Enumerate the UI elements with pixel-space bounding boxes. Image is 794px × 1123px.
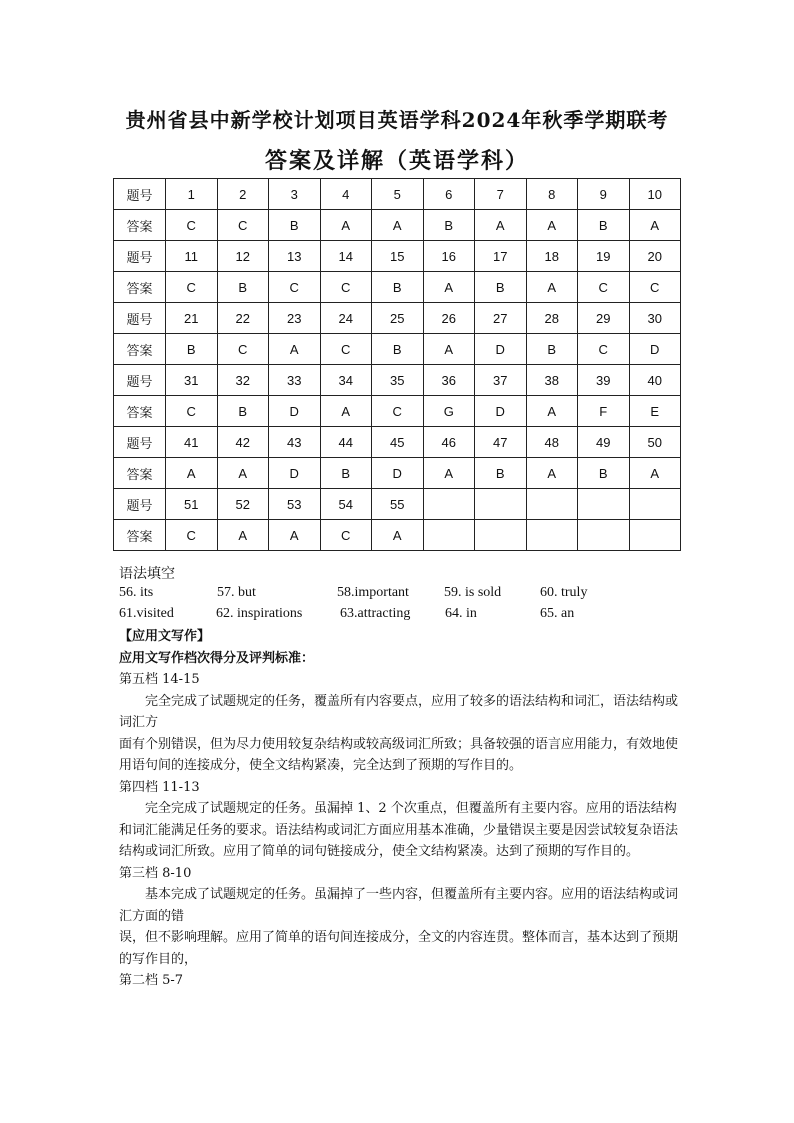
- answer-cell: [423, 520, 475, 551]
- question-number-cell: 41: [166, 427, 218, 458]
- answer-cell: [475, 520, 527, 551]
- row-header-cell: 题号: [114, 179, 166, 210]
- question-number-cell: 47: [475, 427, 527, 458]
- level-3-text-cont: 误，但不影响理解。应用了简单的语句间连接成分，全文的内容连贯。整体而言，基本达到了预期的写作目的，: [119, 930, 679, 967]
- question-number-cell: 53: [269, 489, 321, 520]
- question-number-cell: 33: [269, 365, 321, 396]
- question-number-cell: [475, 489, 527, 520]
- grammar-answer: 59. is sold: [444, 585, 502, 600]
- answer-cell: C: [320, 272, 372, 303]
- question-number-cell: 26: [423, 303, 475, 334]
- answer-cell: C: [578, 272, 630, 303]
- answer-cell: C: [320, 520, 372, 551]
- answer-cell: A: [526, 396, 578, 427]
- question-number-cell: 4: [320, 179, 372, 210]
- row-header-cell: 答案: [114, 272, 166, 303]
- answer-cell: B: [578, 210, 630, 241]
- question-number-cell: 55: [372, 489, 424, 520]
- answer-cell: [629, 520, 681, 551]
- answer-cell: B: [217, 396, 269, 427]
- criteria-title: 应用文写作档次得分及评判标准：: [119, 650, 315, 666]
- question-number-cell: 49: [578, 427, 630, 458]
- question-number-cell: 40: [629, 365, 681, 396]
- level-3-text: 基本完成了试题规定的任务。虽漏掉了一些内容，但覆盖所有主要内容。应用的语法结构或词汇方面的错: [119, 887, 679, 924]
- level-5-text-cont: 面有个别错误，但为尽力使用较复杂结构或较高级词汇所致；具备较强的语言应用能力，有效地使用语句间的连接成分，使全文结构紧凑，完全达到了预期的写作目的。: [119, 736, 679, 773]
- question-number-cell: 11: [166, 241, 218, 272]
- level-5-text: 完全完成了试题规定的任务，覆盖所有内容要点，应用了较多的语法结构和词汇，语法结构或词汇方: [119, 693, 679, 730]
- question-number-cell: 37: [475, 365, 527, 396]
- answer-cell: B: [423, 210, 475, 241]
- level-3-label: 第三档 8-10: [119, 865, 192, 881]
- question-number-cell: 39: [578, 365, 630, 396]
- question-number-cell: 42: [217, 427, 269, 458]
- question-number-cell: 16: [423, 241, 475, 272]
- row-header-cell: 答案: [114, 458, 166, 489]
- question-number-cell: 38: [526, 365, 578, 396]
- question-number-cell: 25: [372, 303, 424, 334]
- answer-cell: A: [269, 334, 321, 365]
- question-number-cell: 5: [372, 179, 424, 210]
- answer-cell: C: [217, 334, 269, 365]
- grammar-answer: 60. truly: [540, 585, 588, 600]
- grammar-section: [119, 563, 719, 627]
- question-number-cell: 13: [269, 241, 321, 272]
- grammar-answer: 61.visited: [119, 606, 174, 621]
- answer-cell: B: [320, 458, 372, 489]
- answer-cell: A: [320, 210, 372, 241]
- grammar-answer: 64. in: [445, 606, 477, 621]
- question-number-row: [114, 427, 681, 458]
- answer-cell: A: [217, 520, 269, 551]
- answer-cell: A: [629, 458, 681, 489]
- question-number-cell: [578, 489, 630, 520]
- answer-cell: A: [526, 272, 578, 303]
- question-number-row: [114, 303, 681, 334]
- question-number-cell: 18: [526, 241, 578, 272]
- question-number-cell: [526, 489, 578, 520]
- grammar-answer: 65. an: [540, 606, 575, 621]
- answer-cell: [578, 520, 630, 551]
- question-number-cell: 9: [578, 179, 630, 210]
- answer-cell: A: [475, 210, 527, 241]
- answer-cell: C: [269, 272, 321, 303]
- row-header-cell: 题号: [114, 427, 166, 458]
- question-number-cell: 12: [217, 241, 269, 272]
- answer-table-body: [114, 179, 681, 551]
- answer-table: [113, 178, 681, 551]
- answer-cell: A: [166, 458, 218, 489]
- answer-cell: E: [629, 396, 681, 427]
- question-number-cell: 44: [320, 427, 372, 458]
- answer-cell: B: [475, 272, 527, 303]
- answer-cell: A: [372, 520, 424, 551]
- answer-row: [114, 334, 681, 365]
- answer-cell: C: [320, 334, 372, 365]
- answer-cell: A: [526, 210, 578, 241]
- question-number-cell: 50: [629, 427, 681, 458]
- answer-cell: G: [423, 396, 475, 427]
- answer-row: [114, 458, 681, 489]
- document-title: 贵州省县中新学校计划项目英语学科2024年秋季学期联考: [125, 108, 669, 132]
- question-number-cell: 35: [372, 365, 424, 396]
- answer-cell: A: [629, 210, 681, 241]
- writing-section-title: 【应用文写作】: [119, 629, 211, 644]
- grammar-answer: 57. but: [217, 585, 256, 600]
- answer-cell: C: [166, 396, 218, 427]
- question-number-cell: 24: [320, 303, 372, 334]
- grammar-answer: 63.attracting: [340, 606, 411, 621]
- answer-cell: A: [217, 458, 269, 489]
- answer-cell: B: [269, 210, 321, 241]
- question-number-cell: 34: [320, 365, 372, 396]
- answer-row: [114, 210, 681, 241]
- answer-cell: C: [578, 334, 630, 365]
- grammar-row-2: [119, 606, 719, 627]
- question-number-cell: [423, 489, 475, 520]
- answer-cell: D: [475, 334, 527, 365]
- answer-cell: [526, 520, 578, 551]
- answer-cell: D: [629, 334, 681, 365]
- question-number-cell: 27: [475, 303, 527, 334]
- question-number-cell: 15: [372, 241, 424, 272]
- question-number-cell: 36: [423, 365, 475, 396]
- answer-cell: B: [475, 458, 527, 489]
- answer-cell: C: [629, 272, 681, 303]
- question-number-cell: 28: [526, 303, 578, 334]
- answer-cell: B: [372, 334, 424, 365]
- question-number-cell: 2: [217, 179, 269, 210]
- answer-cell: A: [423, 272, 475, 303]
- row-header-cell: 题号: [114, 303, 166, 334]
- question-number-cell: 45: [372, 427, 424, 458]
- answer-cell: A: [526, 458, 578, 489]
- answer-cell: B: [578, 458, 630, 489]
- writing-section: [119, 626, 685, 992]
- question-number-cell: 46: [423, 427, 475, 458]
- grammar-row-1: [119, 585, 719, 606]
- level-4-label: 第四档 11-13: [119, 779, 200, 795]
- answer-cell: B: [526, 334, 578, 365]
- answer-cell: F: [578, 396, 630, 427]
- question-number-row: [114, 241, 681, 272]
- row-header-cell: 题号: [114, 365, 166, 396]
- answer-cell: D: [269, 458, 321, 489]
- row-header-cell: 答案: [114, 334, 166, 365]
- grammar-answer: 56. its: [119, 585, 154, 600]
- answer-cell: C: [166, 272, 218, 303]
- row-header-cell: 答案: [114, 520, 166, 551]
- question-number-cell: 32: [217, 365, 269, 396]
- answer-cell: C: [372, 396, 424, 427]
- answer-cell: C: [166, 520, 218, 551]
- answer-cell: A: [423, 458, 475, 489]
- question-number-cell: 52: [217, 489, 269, 520]
- answer-row: [114, 272, 681, 303]
- level-4-text: 完全完成了试题规定的任务。虽漏掉 1、2 个次重点，但覆盖所有主要内容。应用的语法结构和词汇能满足任务的要求。语法结构或词汇方面应用基本准确，少量错误主要是因尝试较复杂语法结构或词汇所致。应用了简单的词句链接成分，使全文结构紧凑。达到了预期的写作目的。: [119, 801, 679, 859]
- row-header-cell: 题号: [114, 489, 166, 520]
- row-header-cell: 答案: [114, 210, 166, 241]
- question-number-cell: [629, 489, 681, 520]
- question-number-cell: 31: [166, 365, 218, 396]
- question-number-cell: 54: [320, 489, 372, 520]
- question-number-cell: 48: [526, 427, 578, 458]
- answer-cell: D: [269, 396, 321, 427]
- level-5-label: 第五档 14-15: [119, 672, 200, 687]
- answer-cell: B: [166, 334, 218, 365]
- question-number-cell: 20: [629, 241, 681, 272]
- row-header-cell: 题号: [114, 241, 166, 272]
- grammar-answer: 62. inspirations: [216, 606, 303, 621]
- question-number-cell: 22: [217, 303, 269, 334]
- answer-cell: C: [166, 210, 218, 241]
- question-number-cell: 17: [475, 241, 527, 272]
- answer-cell: C: [217, 210, 269, 241]
- answer-cell: B: [217, 272, 269, 303]
- question-number-row: [114, 365, 681, 396]
- question-number-cell: 19: [578, 241, 630, 272]
- answer-cell: D: [475, 396, 527, 427]
- grammar-heading: 语法填空: [119, 566, 175, 582]
- question-number-cell: 30: [629, 303, 681, 334]
- question-number-cell: 14: [320, 241, 372, 272]
- answer-cell: D: [372, 458, 424, 489]
- question-number-cell: 8: [526, 179, 578, 210]
- answer-row: [114, 520, 681, 551]
- grammar-answer: 58.important: [337, 585, 409, 600]
- question-number-cell: 51: [166, 489, 218, 520]
- question-number-row: [114, 489, 681, 520]
- answer-cell: A: [372, 210, 424, 241]
- answer-row: [114, 396, 681, 427]
- level-2-label: 第二档 5-7: [119, 973, 184, 988]
- document-subtitle: 答案及详解（英语学科）: [264, 148, 529, 174]
- row-header-cell: 答案: [114, 396, 166, 427]
- question-number-cell: 23: [269, 303, 321, 334]
- question-number-cell: 43: [269, 427, 321, 458]
- question-number-cell: 3: [269, 179, 321, 210]
- question-number-cell: 10: [629, 179, 681, 210]
- answer-cell: A: [423, 334, 475, 365]
- question-number-row: [114, 179, 681, 210]
- answer-cell: A: [269, 520, 321, 551]
- answer-cell: A: [320, 396, 372, 427]
- question-number-cell: 1: [166, 179, 218, 210]
- answer-cell: B: [372, 272, 424, 303]
- question-number-cell: 6: [423, 179, 475, 210]
- question-number-cell: 29: [578, 303, 630, 334]
- question-number-cell: 21: [166, 303, 218, 334]
- question-number-cell: 7: [475, 179, 527, 210]
